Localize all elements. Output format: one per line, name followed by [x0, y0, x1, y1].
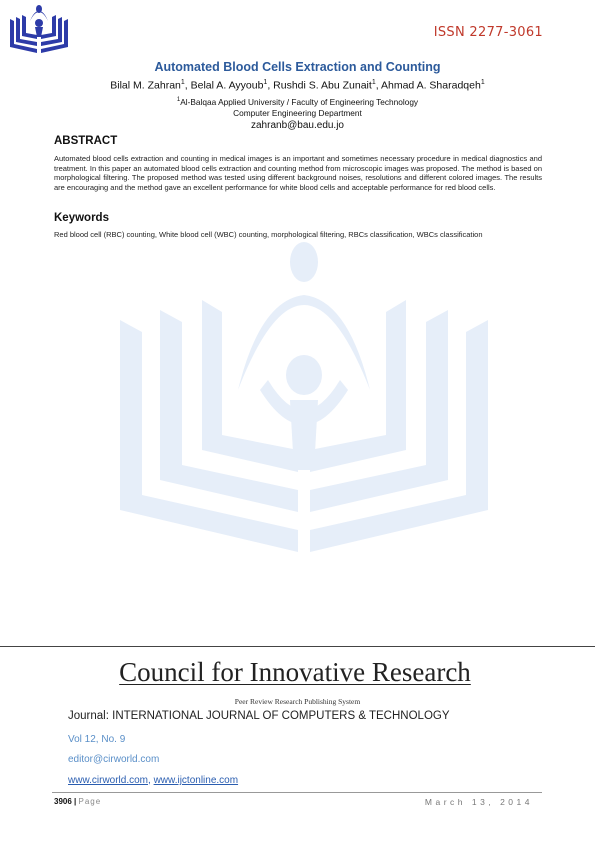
author-sep: ,: [375, 79, 381, 92]
keywords-text: Red blood cell (RBC) counting, White blood cell (WBC) counting, morphological filtering, RBCs classification, WBCs classification: [54, 230, 483, 239]
author-list: [0, 79, 595, 92]
book-family-logo-icon: [4, 3, 74, 55]
affiliation: [0, 95, 595, 119]
footer-divider: [52, 792, 542, 793]
book-family-watermark-icon: [118, 240, 490, 552]
page-label: Page: [78, 797, 102, 806]
editor-email-link[interactable]: editor@cirworld.com: [68, 754, 160, 765]
abstract-text: Automated blood cells extraction and counting in medical images is an important and sometimes necessary procedure in medical diagnostics and treatment. In this paper an automated blood cells extraction and counting method from microscopic images was proposed. The method is based on morphological filtering. The proposed method was tested using different background noises, resolutions and different colored images. The results are encouraging and the method gave an excellent performance for white blood cells and acceptable performance for red blood cells.: [54, 154, 542, 192]
page-separator: |: [71, 797, 79, 806]
section-divider: [0, 646, 595, 647]
author-email: zahranb@bau.edu.jo: [251, 120, 344, 131]
page-number-value: 3906: [54, 797, 72, 806]
ijctonline-link[interactable]: www.ijctonline.com: [153, 775, 239, 786]
author-name: Bilal M. Zahran: [110, 79, 181, 92]
link-separator: ,: [148, 775, 154, 786]
journal-line: [68, 710, 450, 722]
author-name: Rushdi S. Abu Zunait: [273, 79, 372, 92]
website-links: [68, 775, 238, 786]
journal-name: INTERNATIONAL JOURNAL OF COMPUTERS & TECHNOLOGY: [112, 710, 450, 722]
issn-label: ISSN 2277-3061: [433, 25, 543, 40]
author-affil-sup: 1: [371, 79, 376, 86]
affiliation-sup: 1: [176, 97, 181, 103]
author-sep: ,: [184, 79, 191, 92]
publisher-name: Council for Innovative Research: [119, 657, 471, 687]
paper-title: Automated Blood Cells Extraction and Counting: [154, 60, 441, 74]
page-number: [54, 797, 101, 806]
author-affil-sup: 1: [180, 79, 185, 86]
author-name: Ahmad A. Sharadqeh: [380, 79, 481, 92]
author-affil-sup: 1: [480, 79, 485, 86]
journal-label: Journal:: [68, 710, 109, 722]
affiliation-line1: Al-Balqaa Applied University / Faculty of Engineering Technology: [180, 96, 419, 107]
publication-date: March 13, 2014: [424, 797, 533, 807]
abstract-heading: ABSTRACT: [54, 135, 118, 147]
publisher-tagline: Peer Review Research Publishing System: [234, 697, 361, 706]
author-name: Belal A. Ayyoub: [190, 79, 264, 92]
author-sep: ,: [267, 79, 274, 92]
keywords-heading: Keywords: [54, 212, 109, 224]
volume-issue: Vol 12, No. 9: [68, 734, 126, 745]
author-affil-sup: 1: [263, 79, 268, 86]
affiliation-line2: Computer Engineering Department: [233, 107, 362, 118]
cirworld-link[interactable]: www.cirworld.com: [68, 775, 149, 786]
